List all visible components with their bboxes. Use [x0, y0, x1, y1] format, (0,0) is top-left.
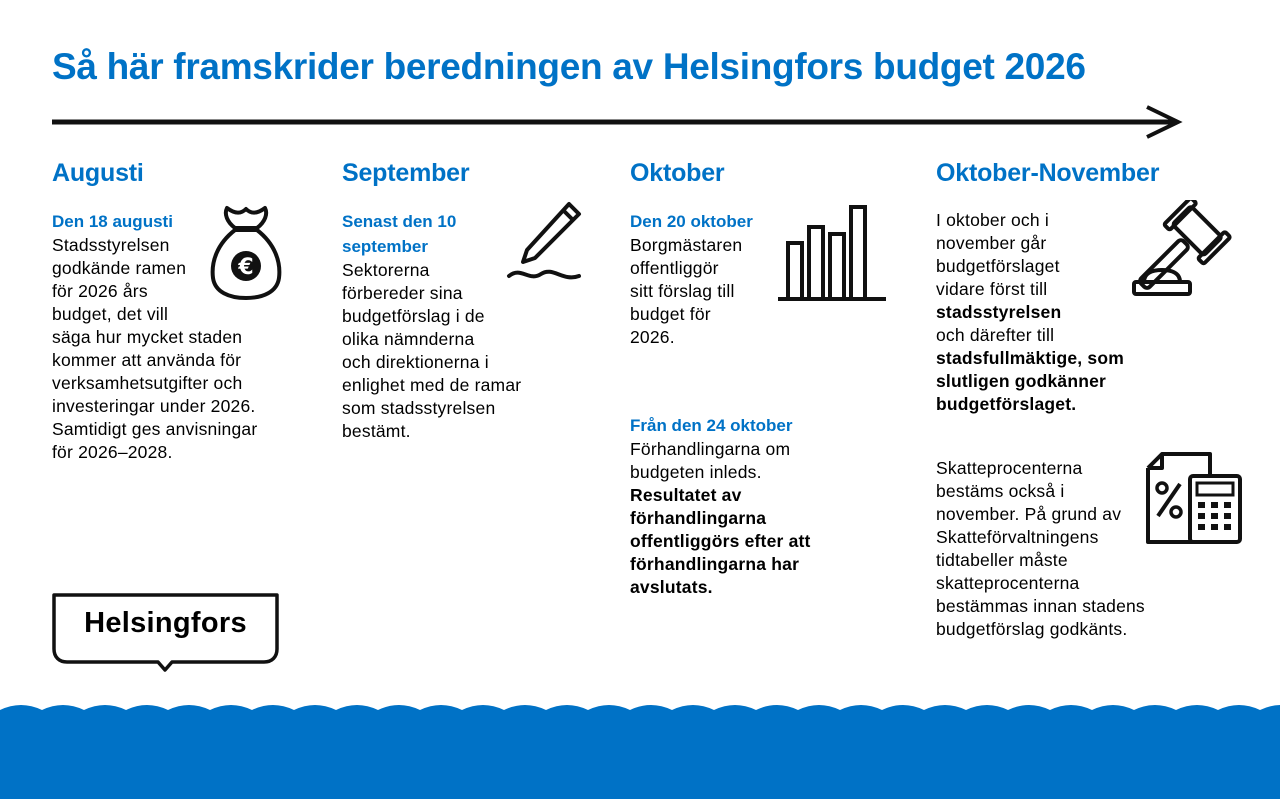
text-line: offentliggör — [630, 258, 719, 278]
text-line: Skatteprocenterna — [936, 458, 1083, 478]
text-line: och därefter till — [936, 325, 1055, 345]
date-line: Senast den 10 — [342, 212, 457, 231]
text-line-bold: förhandlingarna har — [630, 554, 800, 574]
text-line: investeringar under 2026. — [52, 396, 256, 416]
text-line-bold: budgetförslaget. — [936, 394, 1077, 414]
svg-text:€: € — [238, 255, 254, 280]
text-line: säga hur mycket staden — [52, 327, 243, 347]
text-line: budget för — [630, 304, 711, 324]
text-line: budgetförslag godkänts. — [936, 619, 1128, 639]
text-line-bold: Resultatet av — [630, 485, 742, 505]
wave-footer — [0, 700, 1280, 799]
column-heading: September — [342, 159, 470, 187]
text-line: Stadsstyrelsen — [52, 235, 170, 255]
gavel-icon — [1130, 200, 1252, 300]
text-line: tidtabeller måste — [936, 550, 1068, 570]
text-line: bestämt. — [342, 421, 411, 441]
text-line: enlighet med de ramar — [342, 375, 522, 395]
text-line-bold: avslutats. — [630, 577, 713, 597]
text-line: I oktober och i — [936, 210, 1049, 230]
text-line: förbereder sina — [342, 283, 463, 303]
text-line: olika nämnderna — [342, 329, 475, 349]
column-text-2 — [630, 438, 890, 599]
text-line: kommer att använda för — [52, 350, 242, 370]
timeline-arrow — [52, 104, 1192, 144]
text-line: bestämmas innan stadens — [936, 596, 1145, 616]
text-line: vidare först till — [936, 279, 1048, 299]
page-title: Så här framskrider beredningen av Helsingfors budget 2026 — [52, 46, 1086, 87]
text-line: Skatteförvaltningens — [936, 527, 1099, 547]
text-line: 2026. — [630, 327, 675, 347]
column-text — [342, 259, 602, 443]
text-line: Sektorerna — [342, 260, 430, 280]
text-line: november går — [936, 233, 1047, 253]
pen-signature-icon — [505, 200, 587, 286]
text-line-bold: slutligen godkänner — [936, 371, 1107, 391]
text-line-bold: stadsstyrelsen — [936, 302, 1062, 322]
column-heading: Oktober-November — [936, 159, 1160, 187]
text-line-bold: offentliggörs efter att — [630, 531, 811, 551]
column-heading: Augusti — [52, 159, 144, 187]
text-line: godkände ramen — [52, 258, 187, 278]
text-line: november. På grund av — [936, 504, 1122, 524]
text-line: Förhandlingarna om — [630, 439, 791, 459]
helsingfors-logo — [52, 593, 279, 673]
text-line: budget, det vill — [52, 304, 169, 324]
bar-chart-icon — [776, 203, 888, 303]
date-line: september — [342, 237, 428, 256]
date-label: Den 18 augusti — [52, 212, 173, 231]
text-line: budgetförslag i de — [342, 306, 485, 326]
text-line: verksamhetsutgifter och — [52, 373, 243, 393]
text-line: sitt förslag till — [630, 281, 735, 301]
text-line-bold: förhandlingarna — [630, 508, 767, 528]
text-line: Samtidigt ges anvisningar — [52, 419, 258, 439]
text-line: skatteprocenterna — [936, 573, 1080, 593]
text-line: bestäms också i — [936, 481, 1065, 501]
text-line: som stadsstyrelsen — [342, 398, 496, 418]
text-line-bold: stadsfullmäktige, som — [936, 348, 1125, 368]
money-bag-euro-icon — [205, 200, 287, 304]
text-line: och direktionerna i — [342, 352, 489, 372]
text-line: för 2026 års — [52, 281, 148, 301]
column-heading: Oktober — [630, 159, 725, 187]
date-label: Den 20 oktober — [630, 212, 753, 231]
date-label: Från den 24 oktober — [630, 416, 793, 435]
text-line: för 2026–2028. — [52, 442, 173, 462]
logo-text: Helsingfors — [84, 607, 247, 639]
text-line: budgetförslaget — [936, 256, 1060, 276]
percent-calculator-icon — [1144, 450, 1244, 546]
text-line: budgeten inleds. — [630, 462, 762, 482]
text-line: Borgmästaren — [630, 235, 743, 255]
